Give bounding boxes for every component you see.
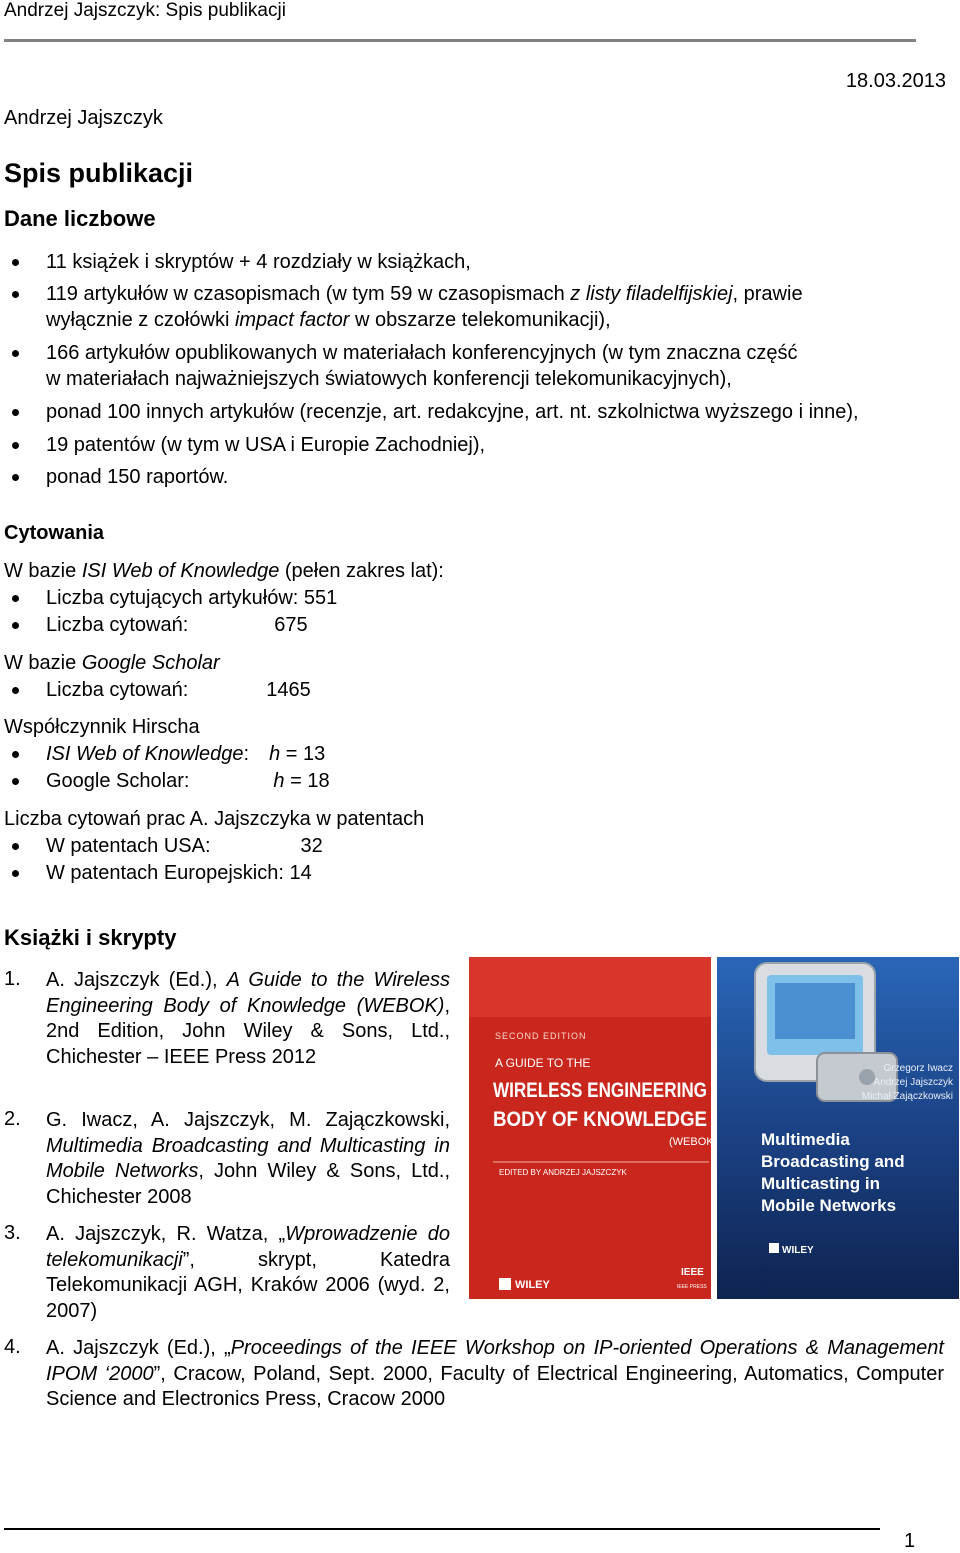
cover-acronym: (WEBOK): [669, 1136, 718, 1148]
list-item: Liczba cytowań: 1465: [46, 679, 311, 701]
list-item: Liczba cytujących artykułów: 551: [46, 587, 338, 609]
list-item-continuation: wyłącznie z czołówki impact factor w obszarze telekomunikacji),: [46, 309, 611, 331]
page-number: 1: [904, 1530, 916, 1552]
citations-heading: Cytowania: [4, 522, 105, 544]
header-rule: [4, 39, 916, 42]
stats-heading: Dane liczbowe: [4, 206, 156, 231]
cover-subtitle: A GUIDE TO THE: [495, 1056, 591, 1070]
list-item: W patentach USA: 32: [46, 835, 323, 857]
list-item: Liczba cytowań: 675: [46, 614, 308, 636]
author-name: Andrzej Jajszczyk: [4, 107, 163, 129]
cover-title-line: Multicasting in: [761, 1174, 880, 1193]
cover-edition: SECOND EDITION: [495, 1031, 587, 1041]
isi-intro: W bazie ISI Web of Knowledge (pełen zakres lat):: [4, 560, 444, 582]
cover-title-line: Broadcasting and: [761, 1152, 905, 1171]
book-cover-webok: [469, 957, 718, 1299]
cover-title-line: Multimedia: [761, 1130, 850, 1149]
list-item: ponad 150 raportów.: [46, 466, 229, 488]
cover-ieee: IEEE: [681, 1267, 704, 1278]
book-number: 4.: [4, 1336, 21, 1358]
patent-intro: Liczba cytowań prac A. Jajszczyka w patentach: [4, 808, 425, 830]
book-entry: G. Iwacz, A. Jajszczyk, M. Zajączkowski, Multimedia Broadcasting and Multicasting in Mobile Networks, John Wiley & Sons, Ltd., Chichester 2008: [46, 1109, 450, 1208]
gs-intro: W bazie Google Scholar: [4, 652, 220, 674]
list-item-continuation: w materiałach najważniejszych światowych konferencji telekomunikacyjnych),: [46, 368, 732, 390]
cover-author: Michał Zajączkowski: [861, 1091, 953, 1102]
list-item: 19 patentów (w tym w USA i Europie Zachodniej),: [46, 434, 486, 456]
book-entry: A. Jajszczyk (Ed.), A Guide to the Wireless Engineering Body of Knowledge (WEBOK), 2nd Edition, John Wiley & Sons, Ltd., Chichester – IEEE Press 2012: [46, 969, 451, 1068]
book-entry: A. Jajszczyk, R. Watza, „Wprowadzenie do telekomunikacji”, skrypt, Katedra Telekomunikacji AGH, Kraków 2006 (wyd. 2, 2007): [46, 1223, 450, 1322]
header-title: Andrzej Jajszczyk: Spis publikacji: [4, 0, 286, 21]
cover-title-line: BODY OF KNOWLEDGE: [493, 1108, 707, 1131]
cover-title-line: WIRELESS ENGINEERING: [493, 1079, 707, 1102]
wiley-logo-icon: [769, 1243, 779, 1253]
footer-rule: [4, 1528, 880, 1530]
book-number: 1.: [4, 968, 21, 990]
list-item: W patentach Europejskich: 14: [46, 862, 312, 884]
hirsch-intro: Współczynnik Hirscha: [4, 716, 200, 738]
list-item: Google Scholar: h = 18: [46, 770, 330, 792]
list-item: 166 artykułów opublikowanych w materiałach konferencyjnych (w tym znaczna część: [46, 342, 798, 364]
document-date: 18.03.2013: [845, 70, 946, 92]
cover-author: Grzegorz Iwacz: [883, 1063, 953, 1074]
books-heading: Książki i skrypty: [4, 925, 177, 950]
book-number: 2.: [4, 1108, 21, 1130]
book-number: 3.: [4, 1222, 21, 1244]
page-title: Spis publikacji: [4, 158, 194, 188]
list-item: 11 książek i skryptów + 4 rozdziały w książkach,: [46, 251, 471, 273]
book-cover-multimedia: [717, 957, 959, 1299]
list-item: 119 artykułów w czasopismach (w tym 59 w czasopismach z listy filadelfijskiej, prawie: [46, 283, 803, 305]
list-item: ISI Web of Knowledge: h = 13: [46, 743, 326, 765]
cover-publisher: WILEY: [515, 1279, 550, 1291]
wiley-logo-icon: [499, 1278, 511, 1290]
cover-ieee-press: IEEE PRESS: [677, 1284, 707, 1290]
cover-author: Andrzej Jajszczyk: [873, 1077, 953, 1088]
list-item: ponad 100 innych artykułów (recenzje, art. redakcyjne, art. nt. szkolnictwa wyższego i inne),: [46, 401, 859, 423]
cover-title-line: Mobile Networks: [761, 1196, 897, 1215]
cover-publisher: WILEY: [782, 1245, 814, 1256]
cover-editor: EDITED BY ANDRZEJ JAJSZCZYK: [499, 1168, 627, 1177]
book-entry: A. Jajszczyk (Ed.), „Proceedings of the IEEE Workshop on IP-oriented Operations & Management IPOM ‘2000”, Cracow, Poland, Sept. 2000, Faculty of Electrical Engineering, Automatics, Computer Science and Electronics Press, Cracow 2000: [46, 1337, 944, 1410]
